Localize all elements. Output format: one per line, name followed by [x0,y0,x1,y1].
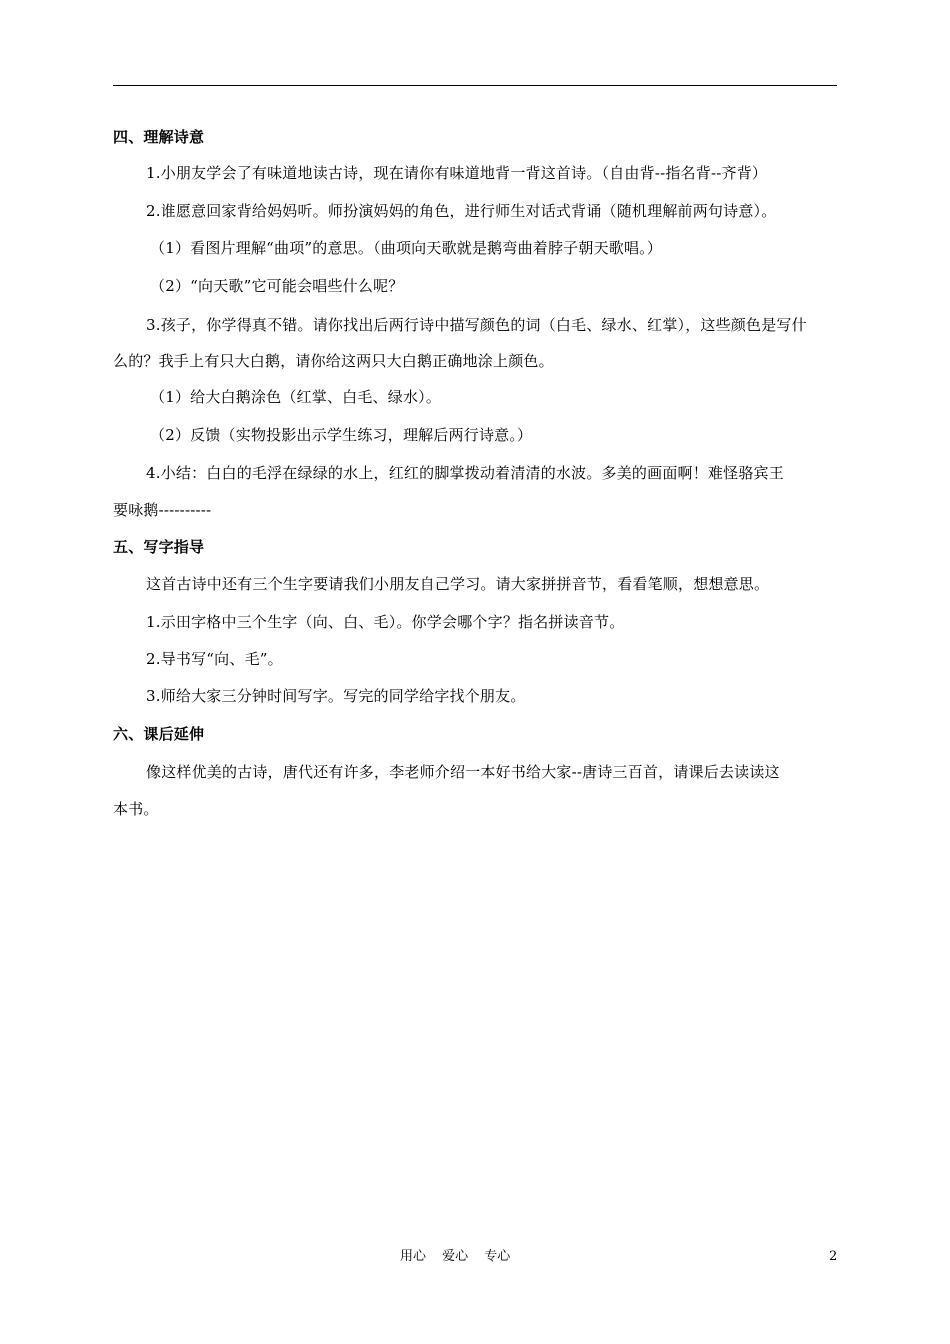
paragraph-line: 要咏鹅---------- [113,501,212,519]
paragraph-line: 本书。 [113,800,159,818]
paragraph-line: 3.师给大家三分钟时间写字。写完的同学给字找个朋友。 [146,687,526,705]
paragraph-line: 这首古诗中还有三个生字要请我们小朋友自己学习。请大家拼拼音节，看看笔顺，想想意思。 [146,575,770,593]
footer-motto: 用心 爱心 专心 [400,1249,511,1264]
section-6-heading: 六、课后延伸 [113,725,205,743]
header-rule [113,85,837,86]
paragraph-line: （2）“向天歌”它可能会唱些什么呢？ [150,277,404,295]
section-4-heading: 四、理解诗意 [113,128,205,146]
paragraph-line: 像这样优美的古诗，唐代还有许多，李老师介绍一本好书给大家--唐诗三百首，请课后去读读这 [146,763,780,781]
paragraph-line: 2.谁愿意回家背给妈妈听。师扮演妈妈的角色，进行师生对话式背诵（随机理解前两句诗意）。 [146,202,777,220]
section-5-heading: 五、写字指导 [113,538,205,556]
paragraph-line: 1.小朋友学会了有味道地读古诗，现在请你有味道地背一背这首诗。（自由背--指名背--齐背） [146,164,768,182]
paragraph-line: （2）反馈（实物投影出示学生练习，理解后两行诗意。） [150,426,533,444]
paragraph-line: 3.孩子，你学得真不错。请你找出后两行诗中描写颜色的词（白毛、绿水、红掌），这些颜色是写什 [146,316,807,334]
paragraph-line: 4.小结：白白的毛浮在绿绿的水上，红红的脚掌拨动着清清的水波。多美的画面啊！难怪骆宾王 [146,464,784,482]
paragraph-line: （1）给大白鹅涂色（红掌、白毛、绿水）。 [150,388,442,406]
paragraph-line: 1.示田字格中三个生字（向、白、毛）。你学会哪个字？指名拼读音节。 [146,613,625,631]
paragraph-line: （1）看图片理解“曲项”的意思。（曲项向天歌就是鹅弯曲着脖子朝天歌唱。） [150,239,663,257]
page-number: 2 [829,1249,838,1264]
paragraph-line: 么的？我手上有只大白鹅，请你给这两只大白鹅正确地涂上颜色。 [113,352,554,370]
paragraph-line: 2.导书写“向、毛”。 [146,650,283,668]
